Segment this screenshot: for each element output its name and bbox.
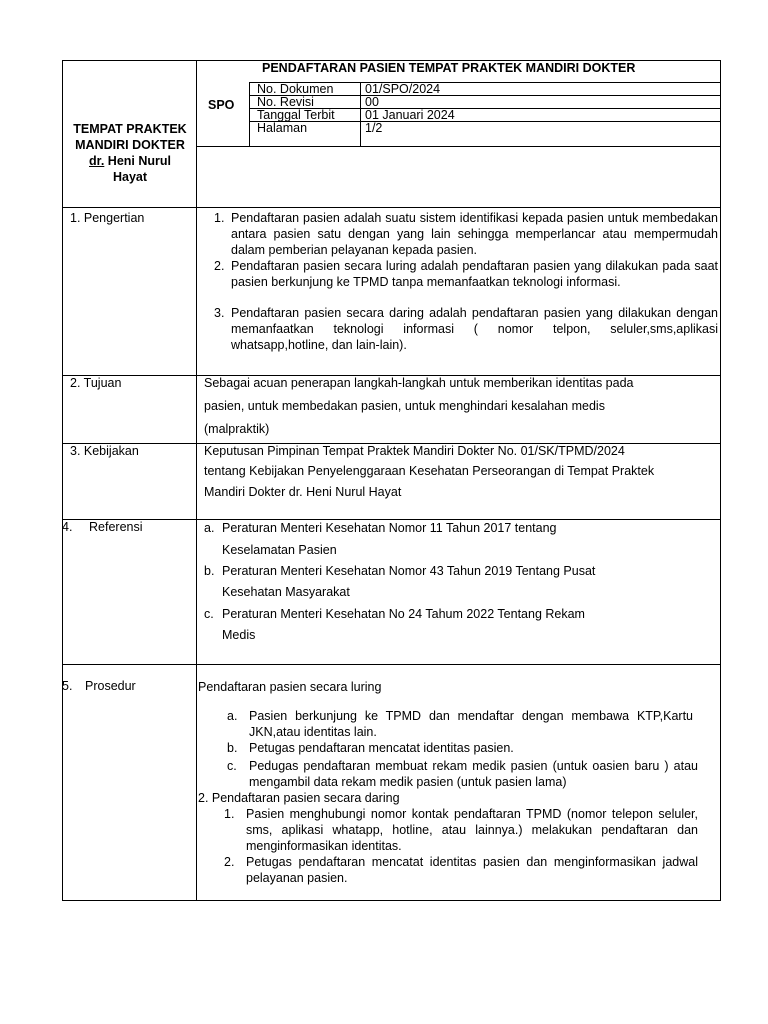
section-number: 5. — [62, 679, 73, 693]
meta-value: 1/2 — [365, 121, 383, 135]
list-letter: c. — [204, 607, 214, 621]
section-number: 4. — [62, 520, 73, 534]
meta-value: 01 Januari 2024 — [365, 108, 455, 122]
text-line: Sebagai acuan penerapan langkah-langkah untuk memberikan identitas pada — [204, 376, 634, 390]
list-number: 1. — [224, 807, 235, 821]
reference-line: Peraturan Menteri Kesehatan Nomor 11 Tahun 2017 tentang — [222, 521, 557, 535]
meta-border — [249, 82, 250, 146]
list-letter: c. — [227, 759, 237, 773]
procedure-step: Petugas pendaftaran mencatat identitas pasien. — [249, 741, 514, 755]
list-letter: a. — [227, 709, 238, 723]
document-title: PENDAFTARAN PASIEN TEMPAT PRAKTEK MANDIRI DOKTER — [262, 61, 636, 75]
procedure-step: Pasien berkunjung ke TPMD dan mendaftar dengan membawa KTP,Kartu JKN,atau identitas lain. — [249, 709, 693, 739]
list-letter: b. — [204, 564, 215, 578]
doctor-name: Heni Nurul — [104, 154, 171, 168]
meta-border — [360, 82, 361, 146]
procedure-heading: Pendaftaran pasien secara luring — [198, 680, 382, 694]
reference-line: Medis — [222, 628, 256, 642]
text-line: pasien, untuk membedakan pasien, untuk menghindari kesalahan medis — [204, 399, 605, 413]
section-label: Referensi — [89, 520, 143, 534]
list-item: Pendaftaran pasien secara daring adalah pendaftaran pasien yang dilakukan dengan memanfaatkan teknologi informasi ( nomor telpon, seluler,sms,aplikasi whatsapp,hotline, dan lain-lain). — [231, 306, 718, 352]
org-name-line: Hayat — [112, 170, 148, 184]
table-border-right — [720, 60, 721, 901]
table-border-bottom — [62, 900, 721, 901]
table-column-divider — [196, 60, 197, 901]
list-number: 3. — [214, 306, 225, 320]
org-name-line: TEMPAT PRAKTEK — [73, 122, 187, 136]
reference-line: Kesehatan Masyarakat — [222, 585, 350, 599]
section-label: 2. Tujuan — [70, 376, 122, 390]
reference-line: Peraturan Menteri Kesehatan No 24 Tahum 2022 Tentang Rekam — [222, 607, 585, 621]
meta-value: 01/SPO/2024 — [365, 82, 441, 96]
procedure-step: Pasien menghubungi nomor kontak pendaftaran TPMD (nomor telepon seluler, sms, aplikasi whatapp, hotline, atau lainnya.) melakukan pendaftaran dan menginformasikan identitas. — [246, 807, 698, 853]
meta-label: No. Revisi — [257, 95, 314, 109]
table-divider — [62, 664, 721, 665]
meta-label: No. Dokumen — [257, 82, 334, 96]
meta-label: Halaman — [257, 121, 308, 135]
text-line: Mandiri Dokter dr. Heni Nurul Hayat — [204, 485, 402, 499]
section-label: 1. Pengertian — [70, 211, 145, 225]
procedure-step: Pedugas pendaftaran membuat rekam medik pasien (untuk oasien baru ) atau mengambil data rekam medik pasien (untuk pasien lama) — [249, 759, 698, 789]
procedure-heading: 2. Pendaftaran pasien secara daring — [198, 791, 400, 805]
list-item: Pendaftaran pasien adalah suatu sistem identifikasi kepada pasien untuk membedakan antara pasien satu dengan yang lain sehingga memperlancar atau mempermudah dalam pemberian pelayanan kepada pasien. — [231, 211, 718, 257]
doctor-title: dr. — [89, 154, 105, 168]
text-line: (malpraktik) — [204, 422, 270, 436]
org-name-line: MANDIRI DOKTER — [75, 138, 185, 152]
list-number: 2. — [214, 259, 225, 273]
reference-line: Peraturan Menteri Kesehatan Nomor 43 Tahun 2019 Tentang Pusat — [222, 564, 596, 578]
table-divider — [62, 207, 721, 208]
meta-label: Tanggal Terbit — [257, 108, 335, 122]
text-line: Keputusan Pimpinan Tempat Praktek Mandiri Dokter No. 01/SK/TPMD/2024 — [204, 444, 625, 458]
section-label: Prosedur — [85, 679, 136, 693]
reference-line: Keselamatan Pasien — [222, 543, 337, 557]
org-name-line — [66, 153, 194, 169]
spo-label: SPO — [208, 98, 235, 112]
list-letter: b. — [227, 741, 238, 755]
list-number: 2. — [224, 855, 235, 869]
section-label: 3. Kebijakan — [70, 444, 139, 458]
list-number: 1. — [214, 211, 225, 225]
meta-border — [196, 146, 721, 147]
meta-value: 00 — [365, 95, 379, 109]
list-letter: a. — [204, 521, 215, 535]
table-border-left — [62, 60, 63, 901]
list-item: Pendaftaran pasien secara luring adalah pendaftaran pasien yang dilakukan pada saat pasien berkunjung ke TPMD tanpa memanfaatkan teknologi informasi. — [231, 259, 718, 289]
procedure-step: Petugas pendaftaran mencatat identitas pasien dan menginformasikan jadwal pelayanan pasien. — [246, 855, 698, 885]
text-line: tentang Kebijakan Penyelenggaraan Kesehatan Perseorangan di Tempat Praktek — [204, 464, 655, 478]
